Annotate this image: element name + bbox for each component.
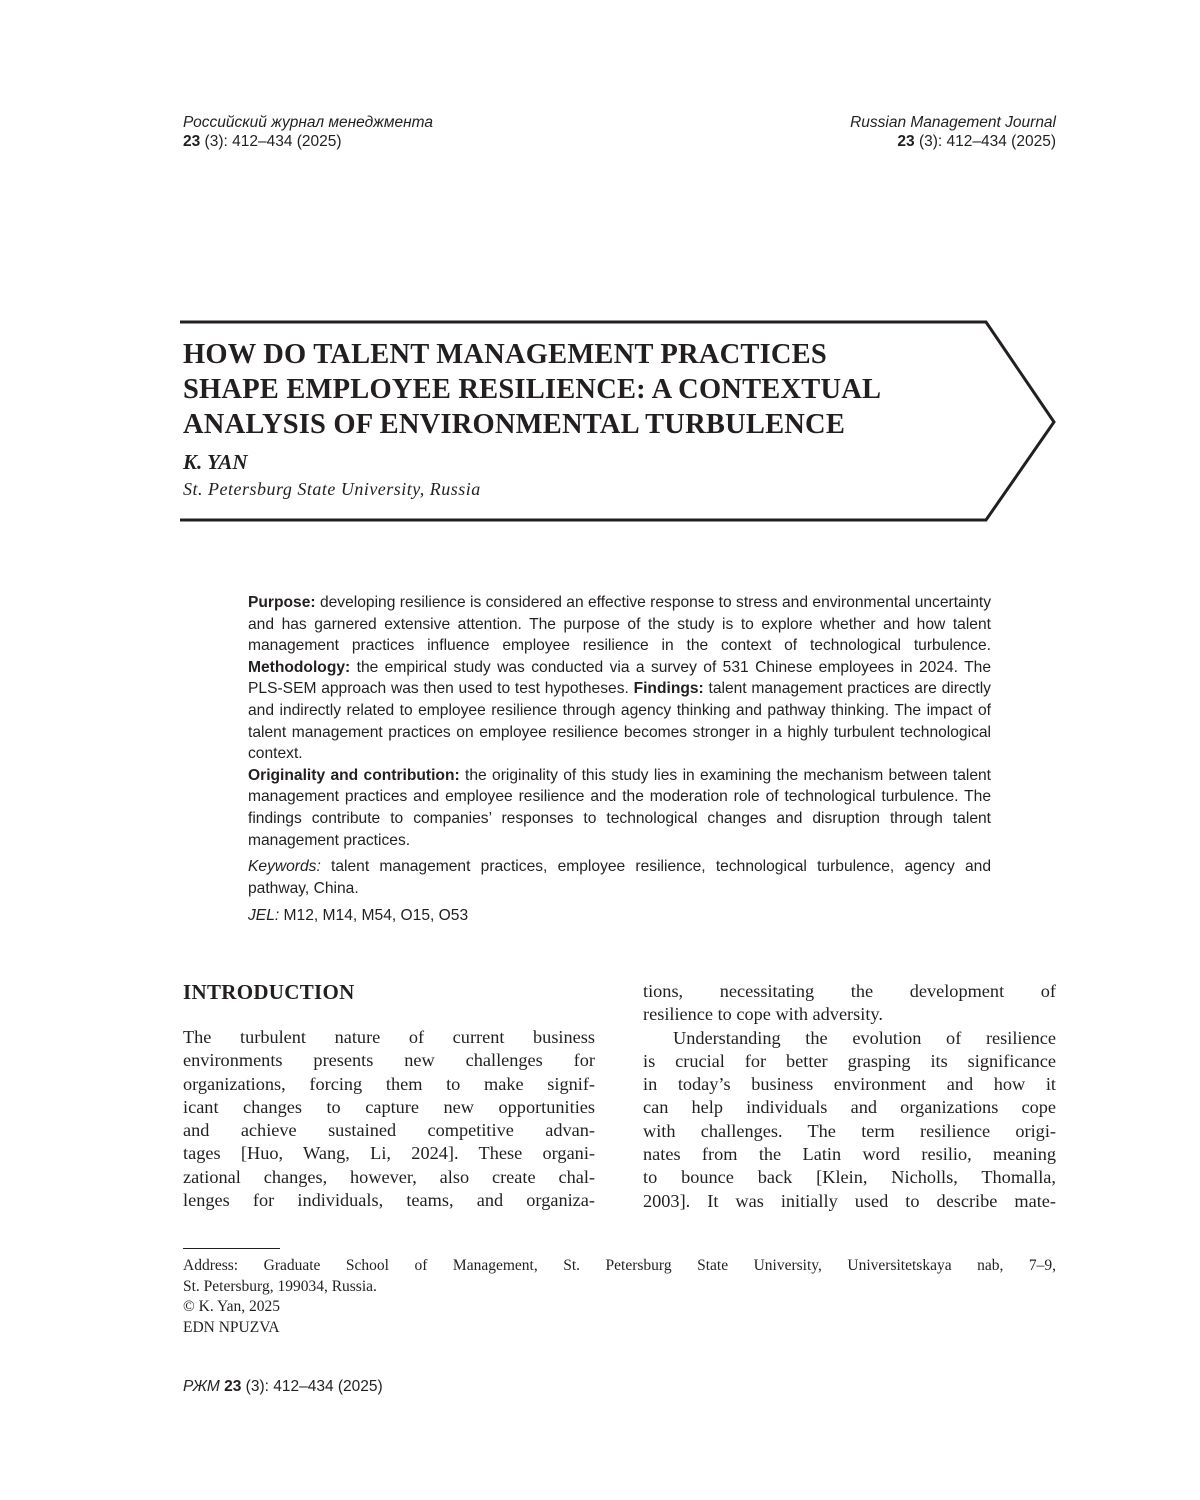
journal-abbr: РЖМ	[183, 1378, 220, 1395]
methodology-text: the empirical study was conducted via a survey of 531 Chinese employees in 2024. The PLS-SEM approach was then used to test hypotheses.	[248, 658, 991, 698]
text-line: resilience to cope with adversity.	[643, 1004, 883, 1025]
edn-code: EDN NPUZVA	[183, 1318, 280, 1336]
running-header-left	[183, 113, 433, 151]
text-line: icant changes to capture new opportunities	[183, 1096, 595, 1117]
author-affiliation: St. Petersburg State University, Russia	[183, 479, 481, 499]
text-line: environments presents new challenges for	[183, 1050, 595, 1071]
originality-text: the originality of this study lies in examining the mechanism between talent management practices and employee resilience and the moderation role of technological turbulence. The findings contribute to companies’ responses to technological changes and disruption through talent management practices.	[248, 766, 992, 849]
text-line: to bounce back [Klein, Nicholls, Thomalla,	[643, 1167, 1056, 1188]
issue-pages: (3): 412–434 (2025)	[914, 133, 1056, 150]
keywords	[248, 856, 991, 899]
findings-text: talent management practices are directly and indirectly related to employee resilience through agency thinking and pathway thinking. The impact of talent management practices on employee resilience becomes stronger in a highly turbulent technological context.	[248, 680, 991, 763]
text-line: can help individuals and organizations cope	[643, 1097, 1056, 1118]
text-line: zational changes, however, also create chal-	[183, 1166, 595, 1187]
text-line: organizations, forcing them to make signif-	[183, 1073, 595, 1094]
address-line: St. Petersburg, 199034, Russia.	[183, 1277, 377, 1295]
section-heading-introduction: INTRODUCTION	[183, 980, 355, 1004]
footnote-rule	[183, 1248, 280, 1249]
issue-pages: (3): 412–434 (2025)	[200, 133, 342, 150]
page-footer	[183, 1378, 383, 1396]
text-line: nates from the Latin word resilio, meaning	[643, 1144, 1056, 1165]
address-line: Address: Graduate School of Management, St. Petersburg State University, Universitetskaya nab, 7–9,	[183, 1257, 1056, 1274]
text-line: The turbulent nature of current business	[183, 1027, 595, 1047]
purpose-text: developing resilience is considered an effective response to stress and environmental uncertainty and has garnered extensive attention. The purpose of the study is to explore whether and how talent management practices influence employee resilience in the context of technological turbulence.	[248, 594, 991, 655]
jel-text: M12, M14, M54, O15, O53	[279, 907, 469, 925]
body-column-right	[643, 980, 1056, 1213]
title-line: ANALYSIS OF ENVIRONMENTAL TURBULENCE	[183, 409, 846, 440]
abstract	[248, 592, 991, 927]
text-line: is crucial for better grasping its significance	[643, 1050, 1056, 1071]
originality-label: Originality and contribution:	[248, 766, 460, 784]
text-line: Understanding the evolution of resilience	[673, 1027, 1056, 1048]
jel-label: JEL:	[248, 907, 280, 925]
text-line: lenges for individuals, teams, and organiza-	[183, 1190, 595, 1211]
resilience-paragraph	[643, 1027, 1056, 1213]
keywords-label: Keywords:	[248, 858, 321, 876]
journal-name-en: Russian Management Journal	[850, 114, 1056, 131]
jel-codes	[248, 905, 991, 927]
article-title	[183, 337, 983, 442]
journal-name-ru: Российский журнал менеджмента	[183, 114, 433, 131]
volume-number: 23	[224, 1378, 242, 1395]
keywords-text: talent management practices, employee resilience, technological turbulence, agency and pathway, China.	[248, 858, 991, 897]
methodology-label: Methodology:	[248, 658, 351, 676]
purpose-label: Purpose:	[248, 594, 316, 611]
intro-paragraph	[183, 1026, 595, 1212]
findings-label: Findings:	[633, 680, 704, 698]
text-line: tions, necessitating the development of	[643, 981, 1056, 1001]
text-line: 2003]. It was initially used to describe mate-	[643, 1190, 1056, 1211]
text-line: tages [Huo, Wang, Li, 2024]. These organi-	[183, 1143, 595, 1164]
footnote	[183, 1256, 1056, 1338]
author-name: K. YAN	[183, 450, 248, 474]
continued-paragraph	[643, 980, 1056, 1027]
copyright: © K. Yan, 2025	[183, 1298, 281, 1315]
text-line: with challenges. The term resilience origi-	[643, 1120, 1056, 1141]
issue-pages: (3): 412–434 (2025)	[241, 1378, 383, 1395]
body-column-left	[183, 980, 595, 1212]
abstract-body	[248, 592, 991, 851]
text-line: in today’s business environment and how it	[643, 1074, 1056, 1095]
text-line: and achieve sustained competitive advan-	[183, 1120, 595, 1141]
title-line: SHAPE EMPLOYEE RESILIENCE: A CONTEXTUAL	[183, 374, 882, 405]
running-header-right	[780, 113, 1056, 151]
volume-number: 23	[897, 133, 915, 150]
volume-number: 23	[183, 133, 201, 150]
title-line: HOW DO TALENT MANAGEMENT PRACTICES	[183, 339, 827, 370]
